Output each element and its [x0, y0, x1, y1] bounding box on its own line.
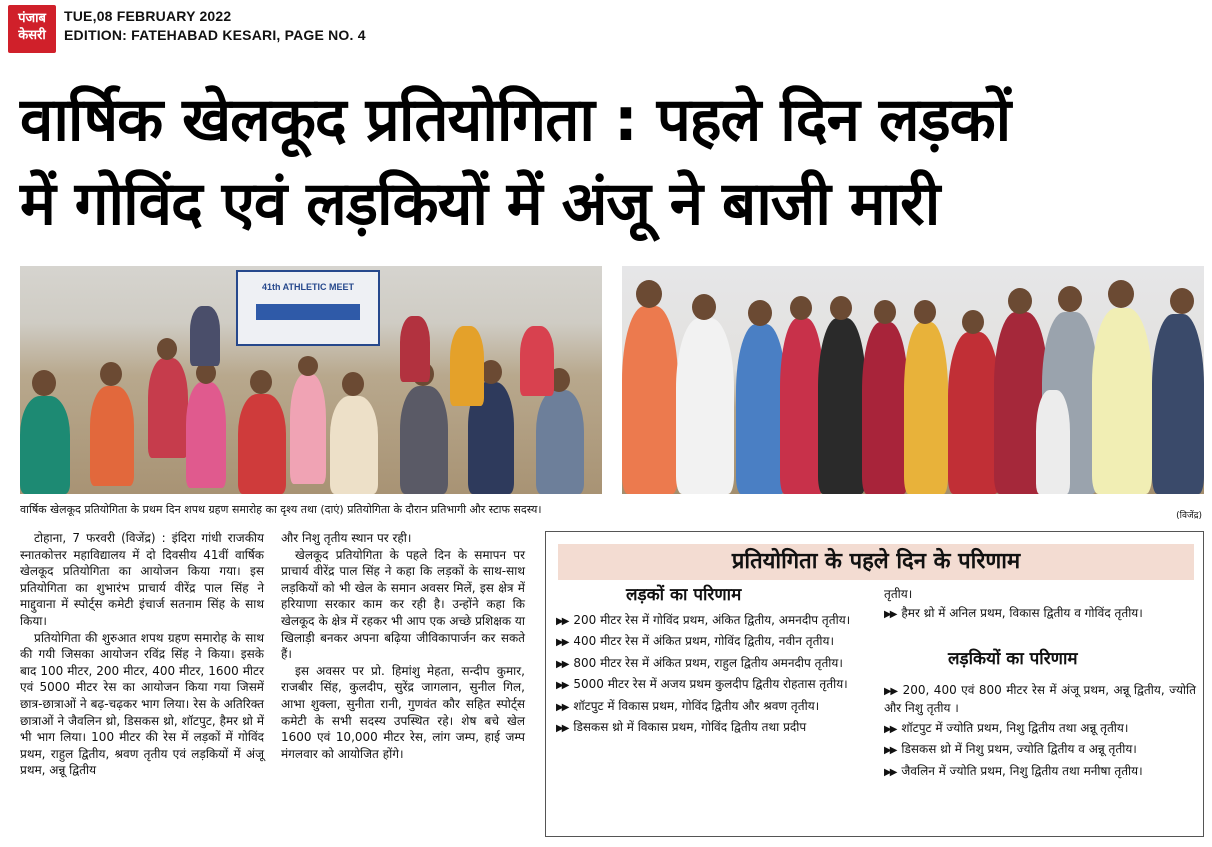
bullet-icon: ▶▶ [884, 686, 897, 697]
bullet-icon: ▶▶ [884, 745, 896, 757]
result-item: ▶▶ डिसकस थ्रो में विकास प्रथम, गोविंद द्वितीय तथा प्रदीप [556, 720, 807, 735]
person-head [342, 372, 364, 396]
paragraph: प्रतियोगिता की शुरुआत शपथ ग्रहण समारोह के साथ की गयी जिसका आयोजन रविंद्र सिंह ने किया। इसके बाद 100 मीटर, 200 मीटर, 400 मीटर, 1600 मीटर एवं 5000 मीटर रेस का आयोजन किया गया जिसमें छात्र-छात्राओं ने बढ़-चढ़कर भाग लिया। रेस के अतिरिक्त छात्राओं ने जैवलिन थ्रो, डिसकस थ्रो, शॉटपुट, हैमर थ्रो में भी भाग लिया। 100 मीटर की रेस में लड़कों में गोविंद प्रथम, राहुल द्वितीय, श्रवण तृतीय एवं लड़कियों में अंजू प्रथम, अन्नू द्वितीय [20, 630, 264, 778]
boys-results-list [556, 612, 874, 740]
person-head [790, 296, 812, 320]
article-column-2 [281, 530, 525, 762]
photo-participants-staff [622, 266, 1204, 494]
person-figure [190, 306, 220, 366]
girls-results-list [884, 682, 1196, 784]
paragraph: टोहाना, 7 फरवरी (विजेंद्र) : इंदिरा गांधी राजकीय स्नातकोत्तर महाविद्यालय में दो दिवसीय 41वीं वार्षिक खेलकूद प्रतियोगिता का आयोजन किया गया। इस प्रतियोगिता का शुभारंभ प्राचार्य वीरेंद्र पाल सिंह ने माद्दुवाना में स्पोर्ट्स कमेटी इंचार्ज सतनाम सिंह के साथ किया। [20, 531, 264, 628]
headline-line-2: में गोविंद एवं लड़कियों में अंजू ने बाजी मारी [20, 169, 940, 239]
person-head [1008, 288, 1032, 314]
banner-text: 41th ATHLETIC MEET [262, 282, 354, 292]
results-box [545, 531, 1204, 837]
person-head [874, 300, 896, 324]
logo-line-1: पंजाब [18, 11, 46, 26]
person-head [914, 300, 936, 324]
bullet-icon: ▶▶ [884, 723, 896, 735]
result-item: ▶▶ 5000 मीटर रेस में अजय प्रथम कुलदीप द्वितीय रोहतास तृतीय। [556, 677, 848, 692]
person-head [830, 296, 852, 320]
boys-results-list-continued [884, 586, 1196, 627]
person-figure [622, 306, 678, 494]
person-head [636, 280, 662, 308]
person-figure [400, 316, 430, 382]
masthead [0, 0, 1212, 58]
person-figure [520, 326, 554, 396]
person-head [748, 300, 772, 326]
person-figure [450, 326, 484, 406]
edition-name: EDITION: FATEHABAD KESARI, PAGE NO. 4 [64, 27, 366, 43]
person-figure [186, 382, 226, 488]
result-item: ▶▶ 200 मीटर रेस में गोविंद प्रथम, अंकित द्वितीय, अमनदीप तृतीय। [556, 613, 851, 627]
person-figure [20, 396, 70, 494]
person-head [962, 310, 984, 334]
photo-oath-ceremony [20, 266, 602, 494]
person-figure [536, 390, 584, 494]
person-head [32, 370, 56, 396]
headline-line-1: वार्षिक खेलकूद प्रतियोगिता : पहले दिन लड़कों [20, 85, 1011, 155]
headline [20, 78, 1200, 246]
result-item: ▶▶ 800 मीटर रेस में अंकित प्रथम, राहुल द्वितीय अमनदीप तृतीय। [556, 655, 843, 670]
person-head [298, 356, 318, 376]
person-head [692, 294, 716, 320]
result-item: ▶▶ शॉटपुट में ज्योति प्रथम, निशु द्वितीय तथा अन्नू तृतीय। [884, 720, 1129, 735]
bullet-icon: ▶▶ [556, 616, 568, 627]
result-item: ▶▶ शॉटपुट में विकास प्रथम, गोविंद द्वितीय और श्रवण तृतीय। [556, 698, 820, 713]
girls-results-heading: लड़कियों का परिणाम [948, 649, 1078, 669]
person-figure [1092, 308, 1152, 494]
person-figure [290, 374, 326, 484]
person-head [1170, 288, 1194, 314]
person-figure [676, 318, 734, 494]
result-item: ▶▶ डिसकस थ्रो में निशु प्रथम, ज्योति द्वितीय व अन्नू तृतीय। [884, 742, 1137, 757]
person-head [1108, 280, 1134, 308]
boys-results-heading: लड़कों का परिणाम [626, 585, 742, 605]
person-head [250, 370, 272, 394]
person-head [100, 362, 122, 386]
person-figure [238, 394, 286, 494]
result-item: ▶▶ 400 मीटर रेस में अंकित प्रथम, गोविंद द्वितीय, नवीन तृतीय। [556, 634, 835, 649]
bullet-icon: ▶▶ [556, 680, 568, 692]
person-figure [948, 332, 1000, 494]
paragraph: खेलकूद प्रतियोगिता के पहले दिन के समापन पर प्राचार्य वीरेंद्र पाल सिंह ने कहा कि लड़कों के साथ-साथ लड़कियों को भी खेल के समान अवसर मिलें, इस क्षेत्र में हरियाणा सरकार काम कर रही है। उन्होंने कहा कि खेलकूद के क्षेत्र में रहकर भी आप एक अच्छे प्रशिक्षक या खिलाड़ी बनकर अपना बढ़िया जीविकापार्जन कर सकते हैं। [281, 547, 525, 662]
person-figure [1036, 390, 1070, 494]
paragraph: और निशु तृतीय स्थान पर रही। [281, 531, 412, 545]
college-banner [236, 270, 380, 346]
person-figure [736, 324, 786, 494]
person-figure [330, 396, 378, 494]
person-figure [90, 386, 134, 486]
bullet-icon: ▶▶ [884, 766, 896, 778]
bullet-icon: ▶▶ [556, 658, 568, 670]
person-figure [1152, 314, 1204, 494]
result-item: ▶▶ जैवलिन में ज्योति प्रथम, निशु द्वितीय तथा मनीषा तृतीय। [884, 763, 1143, 778]
person-figure [904, 322, 948, 494]
bullet-icon: ▶▶ [556, 723, 568, 735]
photo-caption: वार्षिक खेलकूद प्रतियोगिता के प्रथम दिन शपथ ग्रहण समारोह का दृश्य तथा (दाएं) प्रतियोगिता के दौरान प्रतिभागी और स्टाफ सदस्य। [20, 503, 542, 516]
publication-date: TUE,08 FEBRUARY 2022 [64, 8, 232, 24]
paragraph: इस अवसर पर प्रो. हिमांशु मेहता, सन्दीप कुमार, राजबीर सिंह, कुलदीप, सुरेंद्र जागलान, सुनील गिल, आभा शुक्ला, सुनीता रानी, गुणवंत कौर सहित स्पोर्ट्स कमेटी के सभी सदस्य उपस्थित रहे। शेष बचे खेल 1600 एवं 10,000 मीटर रेस, लांग जम्प, हाई जम्प मंगलवार को आयोजित होंगे। [281, 663, 525, 761]
result-item: ▶▶ 200, 400 एवं 800 मीटर रेस में अंजू प्रथम, अन्नू द्वितीय, ज्योति और निशु तृतीय । [884, 683, 1196, 716]
result-continuation: तृतीय। [884, 587, 913, 601]
person-figure [148, 358, 188, 458]
result-item: ▶▶ हैमर थ्रो में अनिल प्रथम, विकास द्वितीय व गोविंद तृतीय। [884, 606, 1143, 621]
newspaper-logo [8, 5, 56, 53]
logo-line-2: केसरी [18, 28, 46, 43]
person-head [157, 338, 177, 360]
photo-credit: (विजेंद्र) [1176, 511, 1202, 521]
person-head [1058, 286, 1082, 312]
person-figure [818, 318, 866, 494]
bullet-icon: ▶▶ [884, 609, 896, 621]
person-figure [400, 386, 448, 494]
bullet-icon: ▶▶ [556, 701, 568, 713]
results-title: प्रतियोगिता के पहले दिन के परिणाम [558, 544, 1194, 580]
person-figure [862, 322, 908, 494]
article-column-1 [20, 530, 264, 779]
bullet-icon: ▶▶ [556, 637, 568, 649]
edition-info [64, 7, 366, 45]
